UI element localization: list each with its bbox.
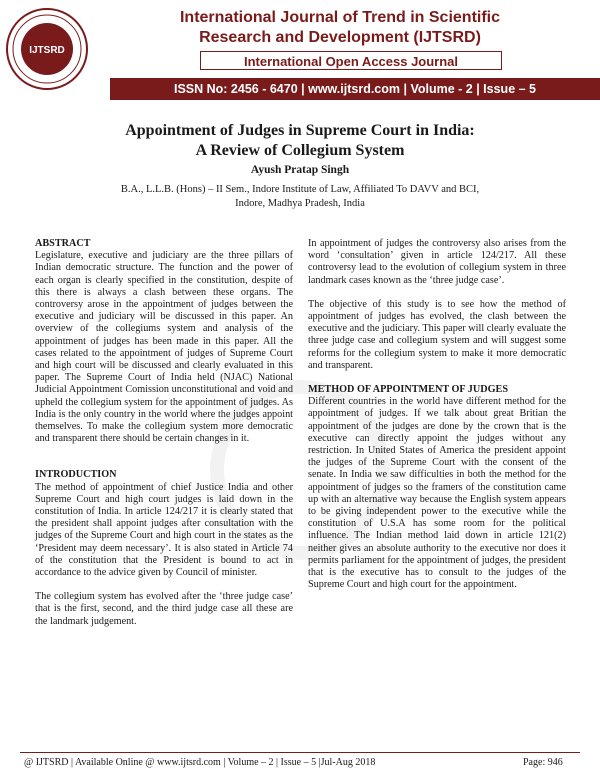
author-name: Ayush Pratap Singh <box>250 164 350 176</box>
journal-title-line2: Research and Development (IJTSRD) <box>199 29 481 46</box>
abstract-heading: ABSTRACT <box>35 238 91 249</box>
right-paragraph-2: The objective of this study is to see how the method of appointment of judges has evolved, the clash between the executive and the judiciary. This paper will clearly evaluate the three judge case and collegium system and will suggest some reforms for the collegium system to make it more democratic and transparent. <box>308 298 566 371</box>
right-column <box>308 238 566 591</box>
footer-info: @ IJTSRD | Available Online @ www.ijtsrd.com | Volume – 2 | Issue – 5 |Jul-Aug 2018 <box>24 757 376 768</box>
logo-text: IJTSRD <box>29 45 65 56</box>
paper-title <box>60 121 540 161</box>
open-access-label: International Open Access Journal <box>200 51 502 70</box>
right-paragraph-1: In appointment of judges the controversy also arises from the word ‘consultation’ given in article 124/217. All these controversy lead to the evolution of collegium system in three landmark cases known as the ‘three judge case’. <box>308 238 566 286</box>
introduction-heading: INTRODUCTION <box>35 469 117 481</box>
journal-title-line1: International Journal of Trend in Scientific <box>179 9 501 26</box>
title-line1: Appointment of Judges in Supreme Court in India: <box>125 122 475 139</box>
footer-divider <box>20 752 580 753</box>
introduction-paragraph-2: The collegium system has evolved after the ‘three judge case’ that is the first, second, and the third judge case all these are the landmark judgement. <box>35 591 293 627</box>
journal-logo <box>4 6 90 92</box>
method-text: Different countries in the world have different method for the appointment of judges. If we talk about great Britian the appointment of the judges are done by the crown that is the executive can directly appoint the judges without any restriction. In United States of America the president appoint the judges of the Supreme Court with the consent of the senate. In India we saw difficulties in both the method for the appointment of judges so the framers of the constitution came up with an alternative way because the English system appears to be giving independent power to the executive while the constitution of U.S.A has some room for the political influence. The Indian method laid down in article 121(2) neither gives an absolute authority to the executive nor does it permits parliament for the appointment of judges, the president that is the executive has to consult to the judges of the Supreme Court and high court for the appointment. <box>308 396 566 591</box>
affiliation-line1: B.A., L.L.B. (Hons) – II Sem., Indore Institute of Law, Affiliated To DAVV and BCI, <box>120 184 480 195</box>
method-heading: METHOD OF APPOINTMENT OF JUDGES <box>308 384 508 396</box>
affiliation <box>100 183 500 211</box>
title-line2: A Review of Collegium System <box>195 142 405 159</box>
left-column <box>35 238 293 628</box>
page-number: Page: 946 <box>523 757 563 768</box>
issn-bar: ISSN No: 2456 - 6470 | www.ijtsrd.com | Volume - 2 | Issue – 5 <box>110 78 600 100</box>
abstract-text: Legislature, executive and judiciary are the three pillars of Indian democratic structure. The function and the power of each organ is clearly specified in the constitution, despite of this there is always a clash between these organs. The controversy arose in the appointment of judges between the executive and judiciary will be discussed in this paper. An overview of the collegiums system and analysis of the appointment of judges has been made in this paper. All the cases related to the appointment of judges of Supreme Court and high court will be discussed and clearly evaluated in this paper. The Supreme Court of India held (NJAC) National Judicial Appointment Comission unconstitutional and void and upheld the collegium system for the appointment of judges. As India is the only country in the world where the judges appoint themselves. To make the collegium system more democratic and transparent there should be certain changes in it. <box>35 250 293 445</box>
introduction-paragraph-1: The method of appointment of chief Justice India and other Supreme Court and high court judges is laid down in the constitution of India. In article 124/217 it is clearly stated that the president shall appoint judges after consultation with the judges of the Supreme Court and high court in the states as the ‘President may deem necessary’. It is also stated in Article 74 of the constitution that the President is bound to act in accordance to the advice given by Council of minister. <box>35 481 293 579</box>
affiliation-line2: Indore, Madhya Pradesh, India <box>235 198 365 209</box>
